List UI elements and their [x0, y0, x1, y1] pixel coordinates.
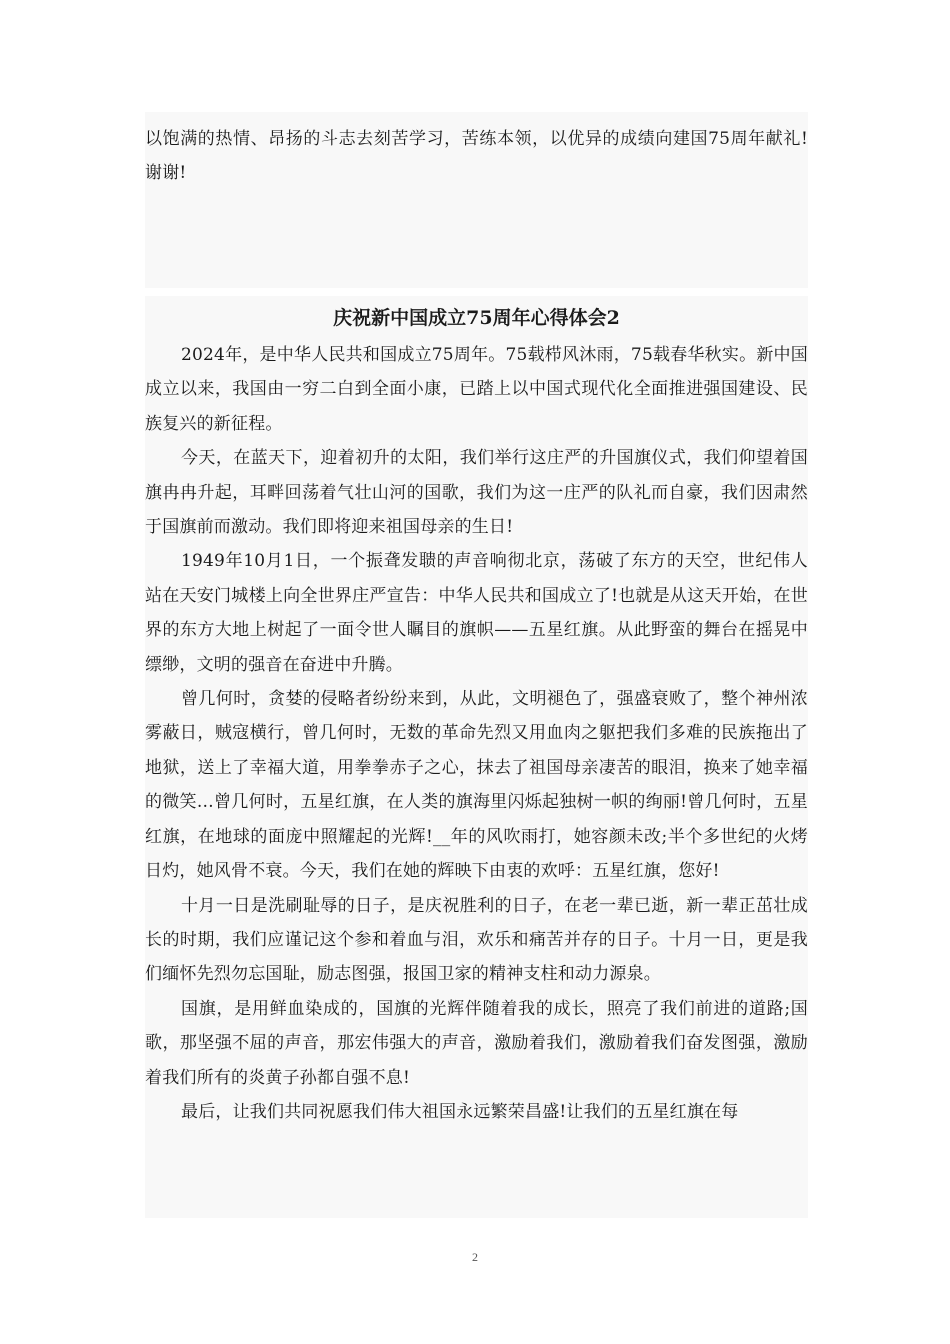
paragraph: 最后，让我们共同祝愿我们伟大祖国永远繁荣昌盛!让我们的五星红旗在每: [181, 1101, 739, 1122]
section-body: [145, 296, 808, 1218]
paragraph: 曾几何时，贪婪的侵略者纷纷来到，从此，文明褪色了，强盛衰败了，整个神州浓雾蔽日，贼寇横行，曾几何时，无数的革命先烈又用血肉之躯把我们多难的民族拖出了地狱，送上了幸福大道，用拳拳赤子之心，抹去了祖国母亲凄苦的眼泪，换来了她幸福的微笑…曾几何时，五星红旗，在人类的旗海里闪烁起独树一帜的绚丽!曾几何时，五星红旗，在地球的面庞中照耀起的光辉!__年的风吹雨打，她容颜未改;半个多世纪的火烤日灼，她风骨不衰。今天，我们在她的辉映下由衷的欢呼：五星红旗，您好!: [145, 689, 808, 882]
paragraph: 十月一日是洗刷耻辱的日子，是庆祝胜利的日子，在老一辈已逝，新一辈正茁壮成长的时期，我们应谨记这个参和着血与泪，欢乐和痛苦并存的日子。十月一日，更是我们缅怀先烈勿忘国耻，励志图强，报国卫家的精神支柱和动力源泉。: [145, 895, 808, 985]
previous-section-ending: [145, 112, 808, 288]
paragraph: 今天，在蓝天下，迎着初升的太阳，我们举行这庄严的升国旗仪式，我们仰望着国旗冉冉升起，耳畔回荡着气壮山河的国歌，我们为这一庄严的队礼而自豪，我们因肃然于国旗前而激动。我们即将迎来祖国母亲的生日!: [145, 448, 808, 538]
paragraph: 1949年10月1日，一个振聋发聩的声音响彻北京，荡破了东方的天空，世纪伟人站在天安门城楼上向全世界庄严宣告：中华人民共和国成立了!也就是从这天开始，在世界的东方大地上树起了一面令世人瞩目的旗帜——五星红旗。从此野蛮的舞台在摇晃中缥缈，文明的强音在奋进中升腾。: [145, 551, 808, 675]
continuation-paragraph: 以饱满的热情、昂扬的斗志去刻苦学习，苦练本领，以优异的成绩向建国75周年献礼!谢谢!: [145, 129, 808, 184]
section-title: 庆祝新中国成立75周年心得体会2: [333, 307, 620, 329]
page-number: 2: [472, 1250, 478, 1264]
paragraph: 2024年，是中华人民共和国成立75周年。75载栉风沐雨，75载春华秋实。新中国成立以来，我国由一穷二白到全面小康，已踏上以中国式现代化全面推进强国建设、民族复兴的新征程。: [145, 345, 808, 434]
paragraph: 国旗，是用鲜血染成的，国旗的光辉伴随着我的成长，照亮了我们前进的道路;国歌，那坚强不屈的声音，那宏伟强大的声音，激励着我们，激励着我们奋发图强，激励着我们所有的炎黄子孙都自强不息!: [145, 998, 808, 1088]
